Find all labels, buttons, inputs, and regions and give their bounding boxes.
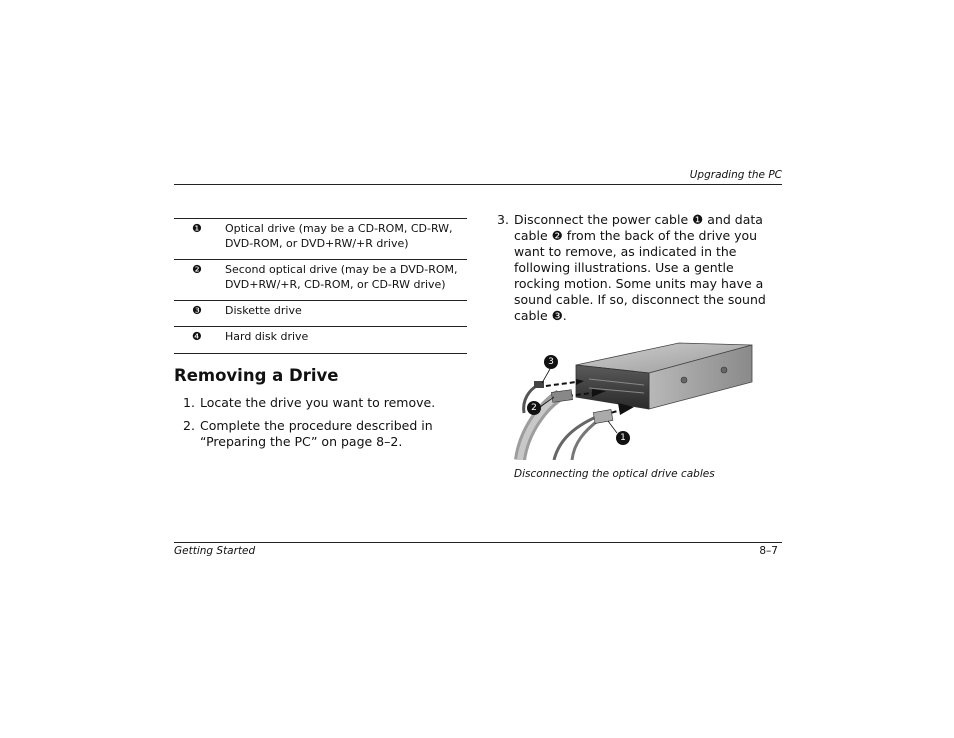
callout-1: 1: [616, 431, 630, 445]
section-title: Removing a Drive: [174, 366, 339, 385]
step-text: Locate the drive you want to remove.: [200, 395, 436, 410]
figure-caption: Disconnecting the optical drive cables: [514, 468, 715, 480]
table-row: [174, 259, 467, 300]
drive-illustration: [514, 335, 764, 460]
callout-marker: ❷: [192, 263, 202, 276]
header-rule: [174, 184, 782, 185]
step-number: 1.: [183, 395, 195, 410]
row-text: Second optical drive (may be a DVD-ROM, DVD+RW/+R, CD-ROM, or CD-RW drive): [225, 263, 458, 291]
callout-marker: ❸: [192, 304, 202, 317]
row-text: Optical drive (may be a CD-ROM, CD-RW, DVD-ROM, or DVD+RW/+R drive): [225, 222, 453, 250]
table-row: [174, 326, 467, 353]
step-number: 3.: [497, 212, 509, 227]
callout-3: 3: [544, 355, 558, 369]
step-text: Complete the procedure described in “Preparing the PC” on page 8–2.: [200, 418, 433, 449]
step-text: Disconnect the power cable ❶ and data cable ❷ from the back of the drive you want to remove, as indicated in the following illustrations. Use a gentle rocking motion. Some units may have a sound cable. If so, disconnect the sound cable ❸.: [514, 212, 766, 323]
row-text: Diskette drive: [225, 304, 302, 317]
footer-rule: [174, 542, 782, 543]
step-number: 2.: [183, 418, 195, 433]
page-number: 8–7: [759, 545, 778, 557]
row-text: Hard disk drive: [225, 330, 309, 343]
optical-drive-diagram: [514, 335, 764, 460]
callout-marker: ❶: [192, 222, 202, 235]
table-row: [174, 300, 467, 326]
callout-marker: ❹: [192, 330, 202, 343]
callout-2: 2: [527, 401, 541, 415]
table-rule: [174, 353, 467, 354]
footer-title: Getting Started: [174, 545, 256, 557]
running-header: Upgrading the PC: [689, 169, 782, 181]
table-row: [174, 218, 467, 259]
